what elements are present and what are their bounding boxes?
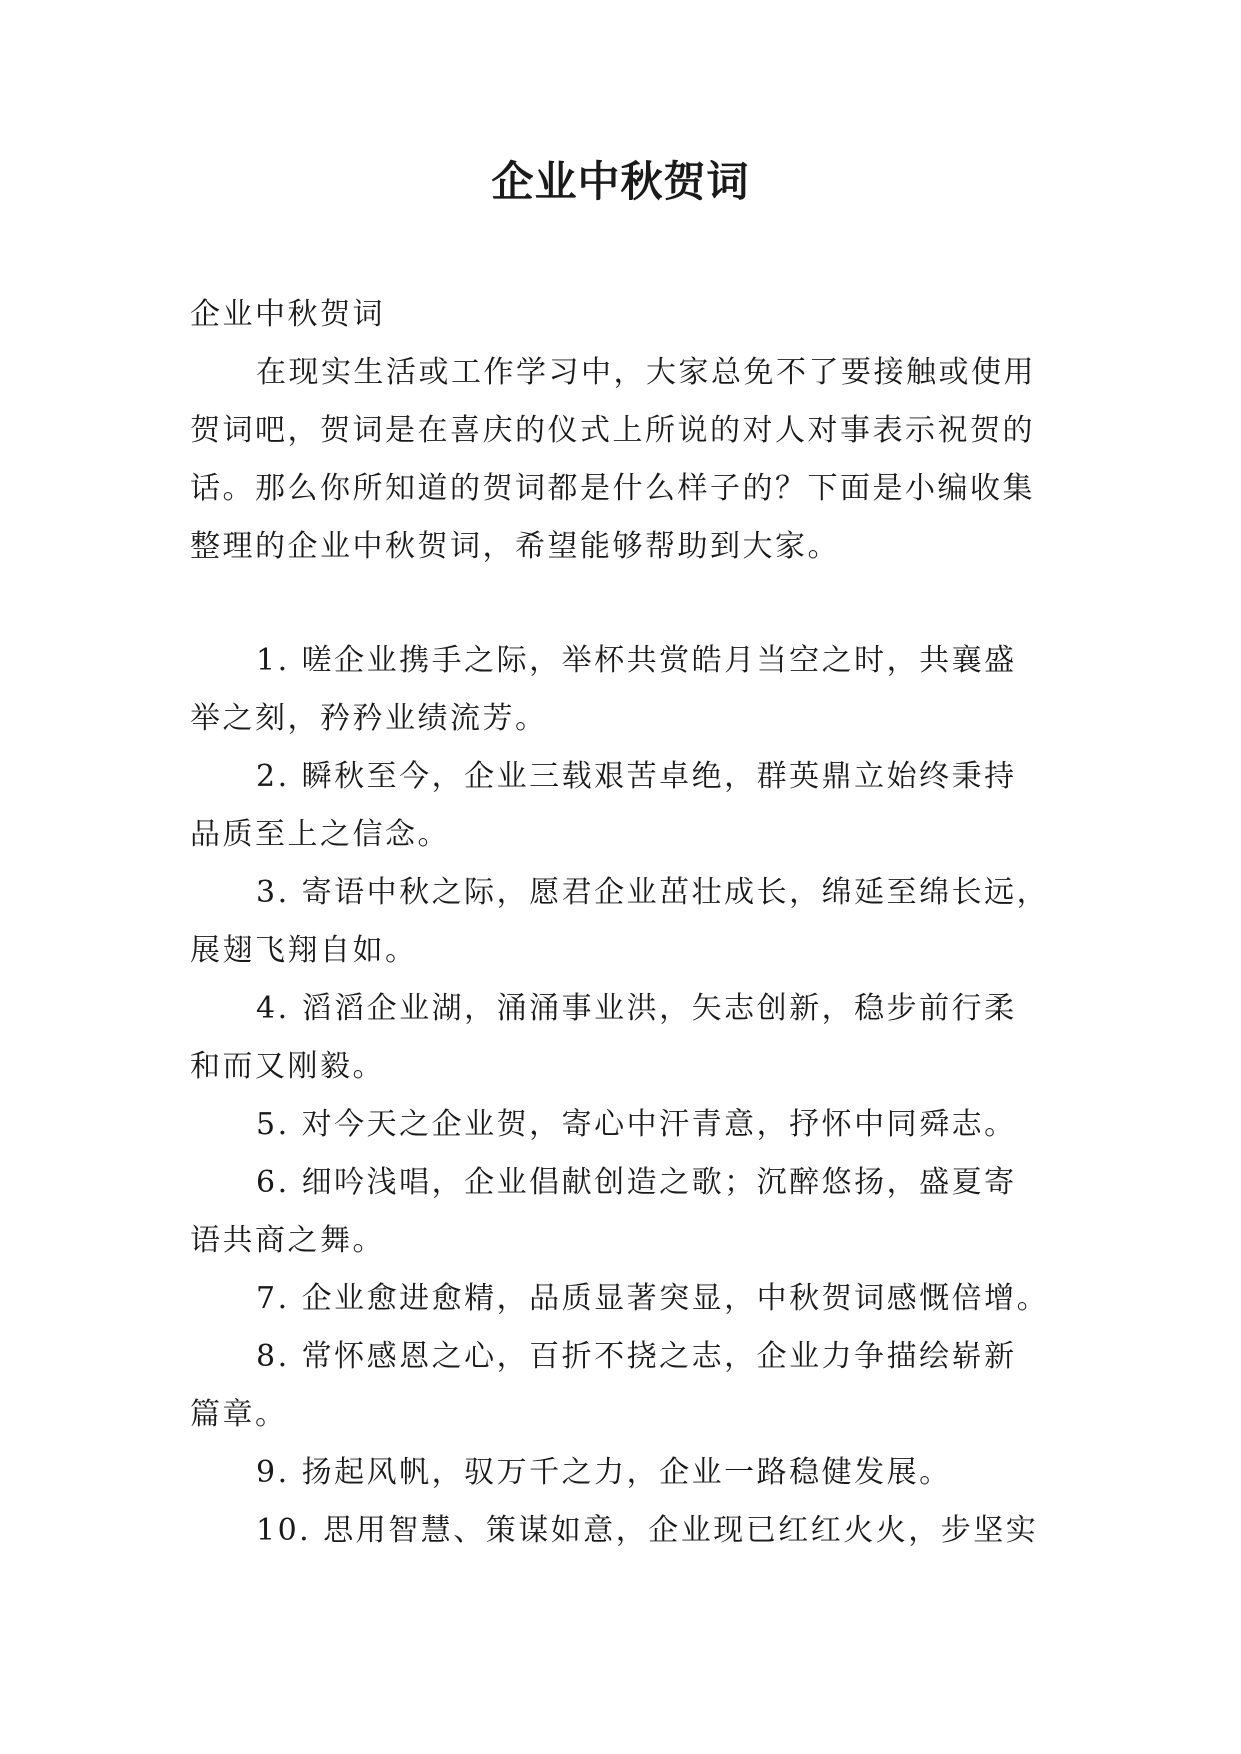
list-item-line: 展翅飞翔自如。 [190, 933, 418, 968]
list-item-line: 举之刻，矜矜业绩流芳。 [190, 701, 548, 736]
intro-line: 贺词吧，贺词是在喜庆的仪式上所说的对人对事表示祝贺的 [190, 413, 1035, 448]
list-item [190, 1328, 1050, 1444]
list-item-line: 5. 对今天之企业贺，寄心中汗青意，抒怀中同舜志。 [256, 1107, 1017, 1142]
list-item-line: 1. 嗟企业携手之际，举杯共赏皓月当空之时，共襄盛 [256, 643, 1017, 678]
list-item-line: 4. 滔滔企业湖，涌涌事业洪，矢志创新，稳步前行柔 [256, 991, 1017, 1026]
list-item [190, 1154, 1050, 1270]
list-item [190, 1270, 1050, 1328]
paragraph-gap [190, 576, 1050, 632]
intro-line: 话。那么你所知道的贺词都是什么样子的？下面是小编收集 [190, 471, 1035, 506]
document-body [190, 286, 1050, 1560]
list-item [190, 864, 1050, 980]
intro-line: 在现实生活或工作学习中，大家总免不了要接触或使用 [256, 355, 1036, 390]
list-item-line: 2. 瞬秋至今，企业三载艰苦卓绝，群英鼎立始终秉持 [256, 759, 1017, 794]
intro-line: 整理的企业中秋贺词，希望能够帮助到大家。 [190, 529, 840, 564]
list-item [190, 1502, 1050, 1560]
greeting-list [190, 632, 1050, 1560]
list-item-line: 篇章。 [190, 1397, 288, 1432]
list-item [190, 1444, 1050, 1502]
list-item [190, 980, 1050, 1096]
list-item [190, 632, 1050, 748]
list-item [190, 1096, 1050, 1154]
list-item-line: 语共商之舞。 [190, 1223, 385, 1258]
list-item-line: 7. 企业愈进愈精，品质显著突显，中秋贺词感慨倍增。 [256, 1281, 1050, 1316]
list-item-line: 和而又刚毅。 [190, 1049, 385, 1084]
list-item [190, 748, 1050, 864]
document-title: 企业中秋贺词 [491, 157, 750, 206]
list-item-line: 6. 细吟浅唱，企业倡献创造之歌；沉醉悠扬，盛夏寄 [256, 1165, 1017, 1200]
list-item-line: 品质至上之信念。 [190, 817, 450, 852]
list-item-line: 8. 常怀感恩之心，百折不挠之志，企业力争描绘崭新 [256, 1339, 1017, 1374]
list-item-line: 10. 思用智慧、策谋如意，企业现已红红火火，步坚实 [256, 1513, 1039, 1548]
subtitle: 企业中秋贺词 [190, 297, 385, 332]
list-item-line: 9. 扬起风帆，驭万千之力，企业一路稳健发展。 [256, 1455, 952, 1490]
list-item-line: 3. 寄语中秋之际，愿君企业茁壮成长，绵延至绵长远， [256, 875, 1050, 910]
